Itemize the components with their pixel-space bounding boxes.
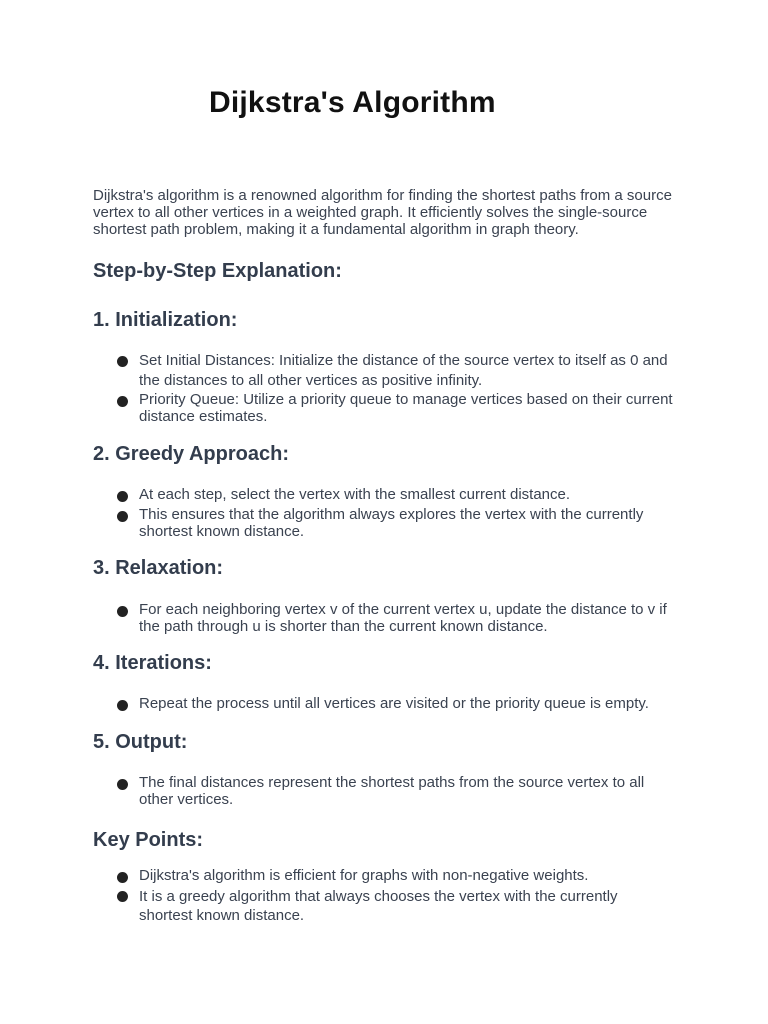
- section-heading-greedy-approach: 2. Greedy Approach:: [93, 443, 289, 465]
- list-item-text: For each neighboring vertex v of the current vertex u, update the distance to v if the path through u is shorter than the current known distance.: [139, 601, 667, 635]
- iterations-list: [117, 695, 673, 712]
- list-item: [117, 506, 673, 540]
- list-item-text: This ensures that the algorithm always explores the vertex with the currently shortest known distance.: [139, 506, 644, 540]
- key-points-heading: Key Points:: [93, 829, 204, 851]
- intro-paragraph: Dijkstra's algorithm is a renowned algorithm for finding the shortest paths from a source vertex to all other vertices in a weighted graph. It efficiently solves the single-source shortest path problem, making it a fundamental algorithm in graph theory.: [93, 187, 672, 238]
- list-item: [117, 695, 673, 712]
- bullet-icon: [117, 700, 128, 711]
- list-item: [117, 867, 673, 884]
- list-item-text: Repeat the process until all vertices are visited or the priority queue is empty.: [139, 695, 649, 712]
- initialization-list: [117, 351, 673, 425]
- greedy-approach-list: [117, 486, 673, 540]
- section-heading-output: 5. Output:: [93, 731, 188, 753]
- list-item: [117, 486, 673, 503]
- list-item-text: It is a greedy algorithm that always chooses the vertex with the currently shortest known distance.: [139, 888, 618, 924]
- list-item: [117, 774, 673, 808]
- list-item: [117, 391, 673, 425]
- list-item-text: Set Initial Distances: Initialize the distance of the source vertex to itself as 0 and the distances to all other vertices as positive infinity.: [139, 352, 668, 389]
- output-list: [117, 774, 673, 808]
- section-heading-relaxation: 3. Relaxation:: [93, 557, 224, 579]
- list-item: [117, 601, 673, 635]
- bullet-icon: [117, 511, 128, 522]
- list-item-text: Dijkstra's algorithm is efficient for graphs with non-negative weights.: [139, 867, 589, 884]
- step-by-step-heading: Step-by-Step Explanation:: [93, 260, 342, 282]
- list-item-text: The final distances represent the shortest paths from the source vertex to all other vertices.: [139, 774, 645, 808]
- bullet-icon: [117, 606, 128, 617]
- list-item: [117, 351, 673, 391]
- section-heading-iterations: 4. Iterations:: [93, 652, 212, 674]
- bullet-icon: [117, 396, 128, 407]
- key-points-list: [117, 867, 673, 925]
- list-item-text: At each step, select the vertex with the smallest current distance.: [139, 486, 571, 503]
- bullet-icon: [117, 872, 128, 883]
- page-title: Dijkstra's Algorithm: [209, 86, 496, 119]
- bullet-icon: [117, 356, 128, 367]
- section-heading-initialization: 1. Initialization:: [93, 309, 238, 331]
- bullet-icon: [117, 491, 128, 502]
- list-item-text: Priority Queue: Utilize a priority queue to manage vertices based on their current distance estimates.: [139, 391, 673, 425]
- bullet-icon: [117, 779, 128, 790]
- bullet-icon: [117, 891, 128, 902]
- list-item: [117, 887, 673, 925]
- relaxation-list: [117, 601, 673, 635]
